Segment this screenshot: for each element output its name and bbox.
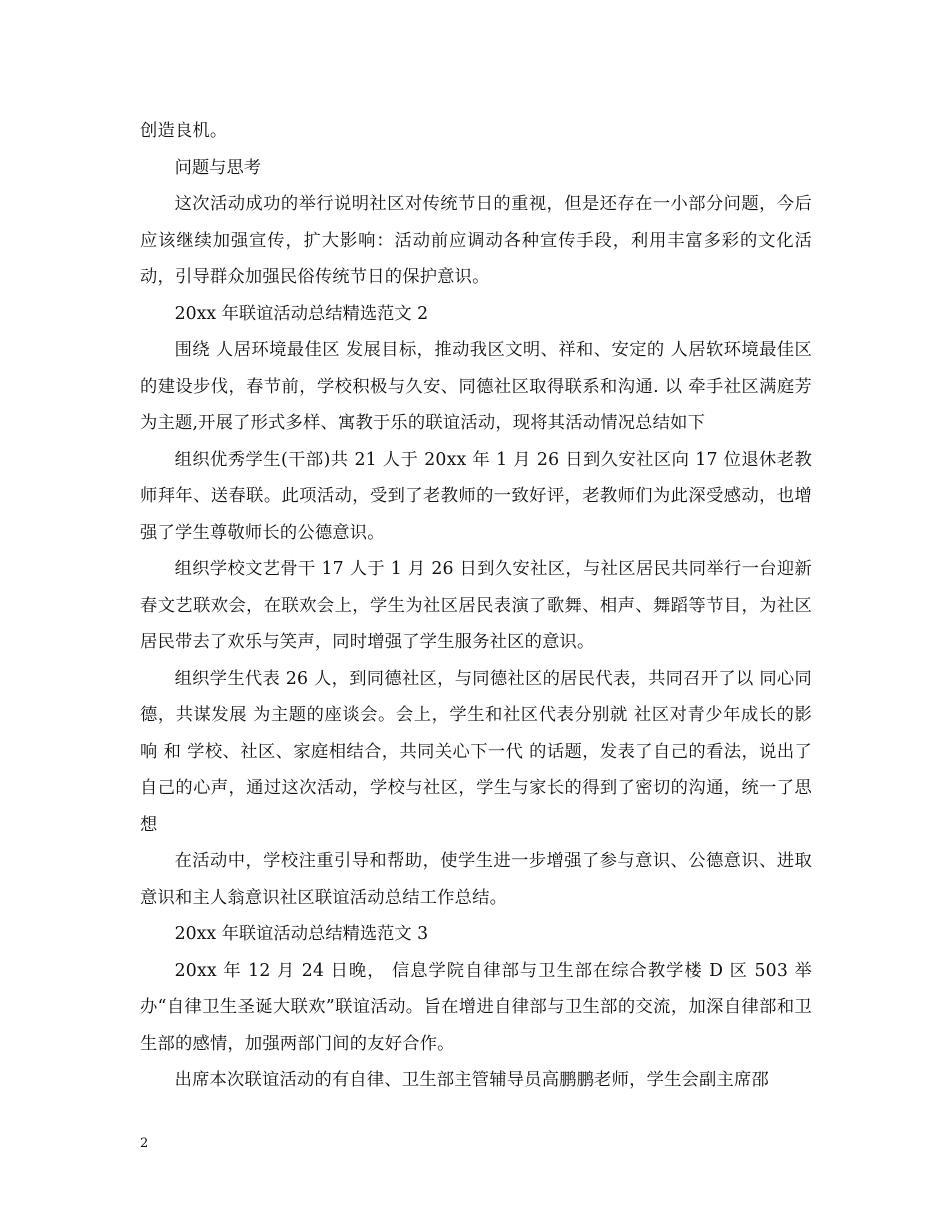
page-number: 2 xyxy=(140,1136,149,1151)
paragraph-sample-2-visit: 组织优秀学生(干部)共 21 人于 20xx 年 1 月 26 日到久安社区向 17 位退休老教师拜年、送春联。此项活动，受到了老教师的一致好评，老教师们为此深受感动，也增强了学生尊敬师长的公德意识。 xyxy=(140,449,812,543)
paragraph-sample-3-attendees: 出席本次联谊活动的有自律、卫生部主管辅导员高鹏鹏老师，学生会副主席邵 xyxy=(174,1070,769,1090)
section-heading-sample-2: 20xx 年联谊活动总结精选范文 2 xyxy=(174,303,429,324)
section-heading-sample-3: 20xx 年联谊活动总结精选范文 3 xyxy=(174,924,429,944)
paragraph-sample-2-forum: 组织学生代表 26 人，到同德社区，与同德社区的居民代表，共同召开了以 同心同德，共谋发展 为主题的座谈会。会上，学生和社区代表分别就 社区对青少年成长的影响 和 学校、社区、家庭相结合，共同关心下一代 的话题，发表了自己的看法，说出了自己的心声，通过这次活动，学校与社区，学生与家长的得到了密切的沟通，统一了思想 xyxy=(140,668,812,835)
paragraph-problems: 这次活动成功的举行说明社区对传统节日的重视，但是还存在一小部分问题，今后应该继续加强宣传，扩大影响：活动前应调动各种宣传手段，利用丰富多彩的文化活动，引导群众加强民俗传统节日的保护意识。 xyxy=(140,194,812,287)
paragraph-sample-2-gala: 组织学校文艺骨干 17 人于 1 月 26 日到久安社区，与社区居民共同举行一台迎新春文艺联欢会，在联欢会上，学生为社区居民表演了歌舞、相声、舞蹈等节目，为社区居民带去了欢乐与笑声，同时增强了学生服务社区的意识。 xyxy=(140,559,812,652)
paragraph-sample-2-intro: 围绕 人居环境最佳区 发展目标，推动我区文明、祥和、安定的 人居软环境最佳区 的建设步伐，春节前，学校积极与久安、同德社区取得联系和沟通. 以 牵手社区满庭芳 为主题,开展了形式多样、寓教于乐的联谊活动，现将其活动情况总结如下 xyxy=(140,340,812,433)
section-heading-problems: 问题与思考 xyxy=(174,157,262,178)
paragraph-sample-3-intro: 20xx 年 12 月 24 日晚， 信息学院自律部与卫生部在综合教学楼 D 区 503 举办“自律卫生圣诞大联欢”联谊活动。旨在增进自律部与卫生部的交流，加深自律部和卫生部的感情，加强两部门间的友好合作。 xyxy=(140,960,812,1054)
paragraph-sample-2-conclusion: 在活动中，学校注重引导和帮助，使学生进一步增强了参与意识、公德意识、进取意识和主人翁意识社区联谊活动总结工作总结。 xyxy=(140,851,812,908)
paragraph-continuation: 创造良机。 xyxy=(140,121,228,141)
document-body xyxy=(140,113,812,1099)
